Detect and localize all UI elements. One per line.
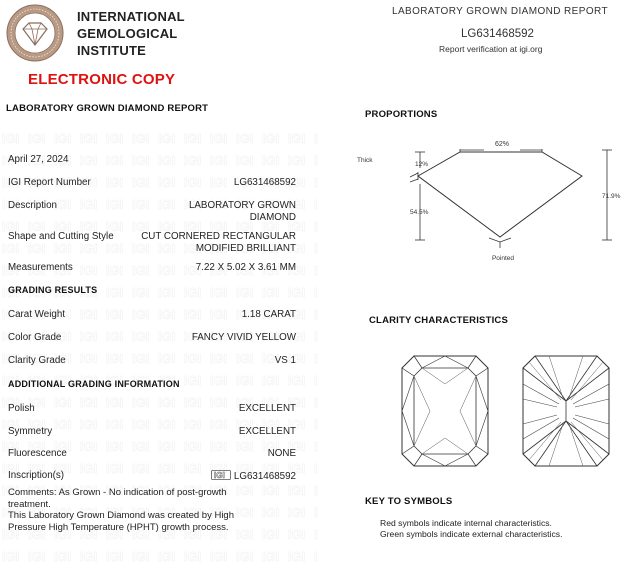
report-verification: Report verification at igi.org	[439, 44, 543, 54]
symmetry-label: Symmetry	[8, 426, 53, 437]
inscription-value-wrap	[211, 470, 296, 483]
key-to-symbols-title: KEY TO SYMBOLS	[365, 496, 453, 507]
svg-text:IGI: IGI	[213, 471, 225, 480]
proportions-diagram	[352, 132, 632, 266]
fluorescence-value: NONE	[267, 448, 296, 459]
report-heading: LABORATORY GROWN DIAMOND REPORT	[392, 6, 608, 17]
clarity-label: Clarity Grade	[8, 355, 66, 366]
proportions-title: PROPORTIONS	[365, 109, 438, 120]
description-value-line2: DIAMOND	[249, 212, 296, 223]
clarity-plot-crown	[400, 354, 490, 468]
report-number-value: LG631468592	[233, 177, 296, 188]
grading-results-title: GRADING RESULTS	[8, 285, 98, 295]
institute-name-line2: GEMOLOGICAL	[77, 26, 178, 41]
measurements-label: Measurements	[8, 262, 73, 273]
clarity-characteristics-title: CLARITY CHARACTERISTICS	[369, 315, 509, 326]
depth-percentage: 71.9%	[602, 193, 621, 200]
color-value: FANCY VIVID YELLOW	[191, 332, 296, 343]
inscription-label: Inscription(s)	[8, 470, 65, 481]
institute-name-line1: INTERNATIONAL	[77, 9, 185, 24]
electronic-copy-label: ELECTRONIC COPY	[28, 71, 176, 88]
report-title: LABORATORY GROWN DIAMOND REPORT	[6, 103, 209, 114]
report-number-label: IGI Report Number	[8, 177, 91, 188]
additional-info-title: ADDITIONAL GRADING INFORMATION	[8, 379, 180, 389]
pavilion-percentage: 54.5%	[410, 209, 429, 216]
institute-name	[77, 8, 185, 59]
key-green-symbols: Green symbols indicate external characteristics.	[380, 529, 563, 539]
report-date: April 27, 2024	[8, 154, 69, 165]
clarity-value: VS 1	[274, 355, 296, 366]
measurements-value: 7.22 X 5.02 X 3.61 MM	[195, 262, 296, 273]
institute-name-line3: INSTITUTE	[77, 43, 146, 58]
report-number: LG631468592	[461, 28, 534, 40]
color-label: Color Grade	[8, 332, 62, 343]
description-label: Description	[8, 200, 58, 211]
shape-value	[141, 231, 296, 255]
comments-line3: This Laboratory Grown Diamond was created by High	[8, 510, 234, 521]
polish-label: Polish	[8, 403, 35, 414]
carat-value: 1.18 CARAT	[241, 309, 296, 320]
shape-label: Shape and Cutting Style	[8, 231, 114, 242]
comments	[8, 487, 298, 533]
shape-value-line2: MODIFIED BRILLIANT	[195, 243, 296, 254]
shape-value-line1: CUT CORNERED RECTANGULAR	[141, 231, 296, 242]
crown-percentage: 12%	[415, 161, 429, 168]
inscription-value: LG631468592	[233, 471, 296, 482]
symmetry-value: EXCELLENT	[238, 426, 296, 437]
comments-line4: Pressure High Temperature (HPHT) growth process.	[8, 521, 229, 533]
igi-inscription-icon	[211, 470, 231, 480]
igi-seal-logo	[5, 3, 65, 63]
description-value-line1: LABORATORY GROWN	[188, 200, 296, 211]
girdle-label: Thick	[357, 157, 373, 164]
description-value	[189, 200, 296, 224]
carat-label: Carat Weight	[8, 309, 65, 320]
key-red-symbols: Red symbols indicate internal characteristics.	[380, 518, 552, 528]
comments-line1: Comments: As Grown - No indication of post-growth	[8, 487, 227, 498]
comments-line2: treatment.	[8, 498, 51, 510]
polish-value: EXCELLENT	[238, 403, 296, 414]
fluorescence-label: Fluorescence	[8, 448, 67, 459]
table-percentage: 62%	[494, 141, 510, 148]
clarity-plot-pavilion	[521, 354, 611, 468]
key-to-symbols-text	[380, 518, 562, 540]
culet-label: Pointed	[491, 255, 515, 262]
